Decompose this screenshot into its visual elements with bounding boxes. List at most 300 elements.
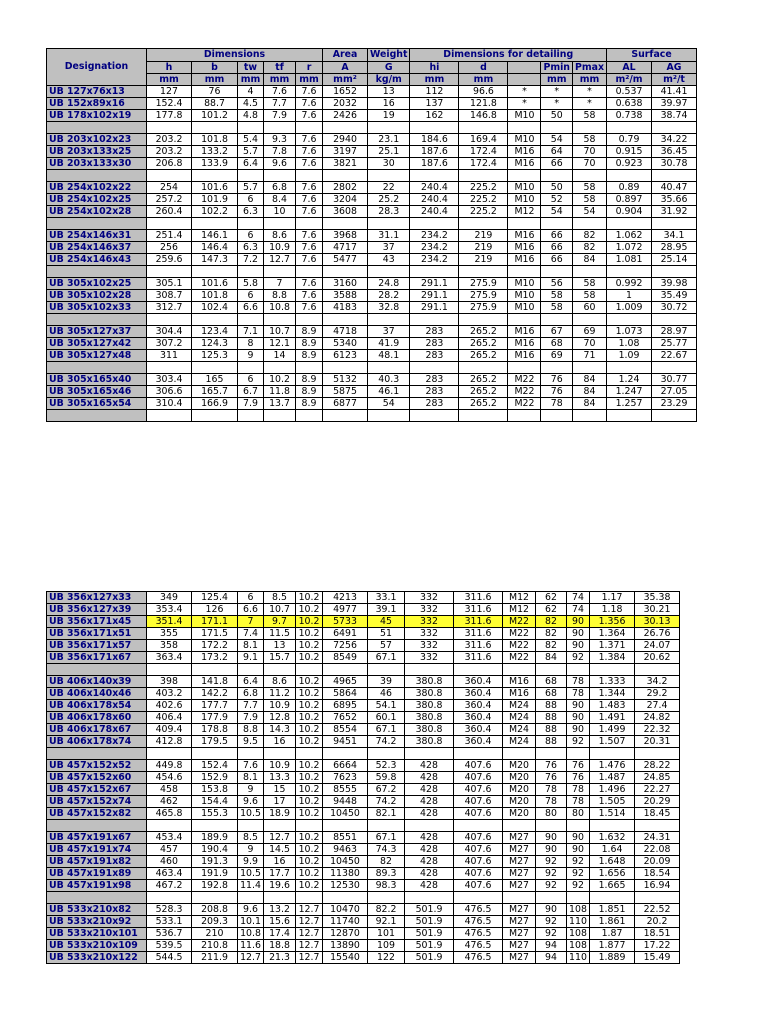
value-cell: 18.54 [635, 868, 680, 880]
value-cell: 25.1 [368, 146, 410, 158]
value-cell: 34.22 [652, 134, 697, 146]
value-cell: 8.9 [296, 398, 323, 410]
value-cell: 533.1 [147, 916, 192, 928]
value-cell: 40.47 [652, 182, 697, 194]
value-cell: 1.257 [607, 398, 652, 410]
value-cell: 7.6 [296, 206, 323, 218]
spacer-cell [454, 748, 503, 760]
value-cell: 6.8 [238, 688, 264, 700]
value-cell: 3588 [323, 290, 368, 302]
value-cell: 501.9 [405, 940, 454, 952]
table-row [47, 86, 697, 98]
table-row [47, 688, 680, 700]
value-cell: 2032 [323, 98, 368, 110]
value-cell: 360.4 [454, 724, 503, 736]
value-cell: 1.483 [590, 700, 635, 712]
value-cell: 16 [368, 98, 410, 110]
spacer-cell [607, 170, 652, 182]
designation-cell: UB 203x133x25 [47, 146, 147, 158]
spacer-cell [590, 664, 635, 676]
spacer-cell [410, 314, 459, 326]
value-cell: 82.2 [368, 904, 405, 916]
spacer-cell [607, 122, 652, 134]
section-table-lower [46, 591, 680, 964]
spacer-cell [296, 266, 323, 278]
value-cell: 39.1 [368, 604, 405, 616]
value-cell: 312.7 [147, 302, 192, 314]
value-cell: 219 [459, 242, 508, 254]
value-cell: 8.6 [264, 676, 296, 688]
value-cell: 3197 [323, 146, 368, 158]
designation-cell: UB 305x127x37 [47, 326, 147, 338]
value-cell: 28.2 [368, 290, 410, 302]
value-cell: 54 [572, 206, 606, 218]
value-cell: 76 [567, 760, 590, 772]
value-cell: 9451 [323, 736, 368, 748]
table-row [47, 386, 697, 398]
value-cell: 69 [541, 350, 573, 362]
value-cell: 29.2 [635, 688, 680, 700]
value-cell: 211.9 [192, 952, 238, 964]
value-cell: 265.2 [459, 398, 508, 410]
value-cell: 4718 [323, 326, 368, 338]
value-cell: 59.8 [368, 772, 405, 784]
value-cell: 101.6 [192, 278, 238, 290]
value-cell: 54 [541, 134, 573, 146]
value-cell: M16 [508, 254, 541, 266]
spacer-cell [238, 266, 264, 278]
value-cell: 10.9 [264, 242, 296, 254]
spacer-cell [47, 362, 147, 374]
value-cell: 10.2 [296, 712, 323, 724]
spacer-cell [192, 218, 238, 230]
spacer-cell [47, 820, 147, 832]
table-row [47, 326, 697, 338]
symbol-cell: d [459, 62, 508, 74]
value-cell: 283 [410, 386, 459, 398]
value-cell: 101 [368, 928, 405, 940]
value-cell: M12 [503, 604, 536, 616]
value-cell: 24.07 [635, 640, 680, 652]
value-cell: 528.3 [147, 904, 192, 916]
value-cell: 476.5 [454, 904, 503, 916]
spacer-cell [238, 892, 264, 904]
value-cell: 58 [572, 134, 606, 146]
value-cell: 12.7 [296, 940, 323, 952]
value-cell: 10.8 [238, 928, 264, 940]
spacer-row [47, 664, 680, 676]
value-cell: 275.9 [459, 302, 508, 314]
value-cell: 62 [536, 592, 567, 604]
spacer-cell [541, 362, 573, 374]
spacer-cell [147, 218, 192, 230]
value-cell: 88 [536, 700, 567, 712]
designation-cell: UB 305x165x46 [47, 386, 147, 398]
value-cell: 66 [541, 254, 573, 266]
value-cell: 92 [536, 868, 567, 880]
value-cell: 177.7 [192, 700, 238, 712]
value-cell: 7.6 [296, 86, 323, 98]
value-cell: 84 [572, 386, 606, 398]
value-cell: 41.41 [652, 86, 697, 98]
spacer-cell [459, 362, 508, 374]
value-cell: 84 [572, 398, 606, 410]
value-cell: M22 [503, 652, 536, 664]
value-cell: 88.7 [192, 98, 238, 110]
value-cell: 501.9 [405, 928, 454, 940]
value-cell: 89.3 [368, 868, 405, 880]
value-cell: 82.1 [368, 808, 405, 820]
spacer-cell [323, 892, 368, 904]
value-cell: 0.89 [607, 182, 652, 194]
spacer-cell [541, 218, 573, 230]
value-cell: 7.6 [296, 134, 323, 146]
value-cell: 31.92 [652, 206, 697, 218]
spacer-cell [192, 820, 238, 832]
value-cell: 9448 [323, 796, 368, 808]
value-cell: 90 [567, 616, 590, 628]
value-cell: 467.2 [147, 880, 192, 892]
spacer-cell [264, 314, 296, 326]
spacer-cell [459, 218, 508, 230]
value-cell: 102.2 [192, 206, 238, 218]
spacer-cell [508, 362, 541, 374]
unit-cell: mm [459, 74, 508, 86]
value-cell: 9.6 [264, 158, 296, 170]
spacer-row [47, 314, 697, 326]
value-cell: 398 [147, 676, 192, 688]
value-cell: 152.9 [192, 772, 238, 784]
value-cell: 7.6 [296, 254, 323, 266]
designation-cell: UB 457x152x67 [47, 784, 147, 796]
spacer-cell [147, 266, 192, 278]
value-cell: 10.2 [296, 832, 323, 844]
designation-cell: UB 254x146x37 [47, 242, 147, 254]
value-cell: 360.4 [454, 676, 503, 688]
value-cell: 291.1 [410, 278, 459, 290]
table-row [47, 628, 680, 640]
value-cell: 10.2 [296, 592, 323, 604]
value-cell: 28.3 [368, 206, 410, 218]
value-cell: 428 [405, 772, 454, 784]
value-cell: 428 [405, 760, 454, 772]
value-cell: 133.2 [192, 146, 238, 158]
value-cell: 10.8 [264, 302, 296, 314]
weight-header: Weight [368, 49, 410, 62]
designation-cell: UB 356x171x57 [47, 640, 147, 652]
designation-cell: UB 533x210x122 [47, 952, 147, 964]
spacer-row [47, 266, 697, 278]
spacer-cell [541, 122, 573, 134]
table-row [47, 146, 697, 158]
value-cell: 76 [192, 86, 238, 98]
value-cell: 94 [536, 952, 567, 964]
value-cell: 225.2 [459, 194, 508, 206]
value-cell: 101.6 [192, 182, 238, 194]
value-cell: 1.24 [607, 374, 652, 386]
value-cell: * [572, 98, 606, 110]
value-cell: 9463 [323, 844, 368, 856]
value-cell: 31.1 [368, 230, 410, 242]
value-cell: M27 [503, 928, 536, 940]
value-cell: 265.2 [459, 374, 508, 386]
value-cell: 12.7 [264, 832, 296, 844]
value-cell: 98.3 [368, 880, 405, 892]
value-cell: M24 [503, 736, 536, 748]
value-cell: M20 [503, 796, 536, 808]
value-cell: 58 [541, 302, 573, 314]
spacer-cell [147, 748, 192, 760]
value-cell: 28.95 [652, 242, 697, 254]
value-cell: 30 [368, 158, 410, 170]
spacer-cell [536, 664, 567, 676]
value-cell: 155.3 [192, 808, 238, 820]
value-cell: 177.9 [192, 712, 238, 724]
value-cell: 12.7 [264, 254, 296, 266]
value-cell: 428 [405, 880, 454, 892]
value-cell: 283 [410, 338, 459, 350]
value-cell: 501.9 [405, 952, 454, 964]
value-cell: M10 [508, 110, 541, 122]
value-cell: 74.3 [368, 844, 405, 856]
value-cell: M10 [508, 278, 541, 290]
table-row [47, 724, 680, 736]
value-cell: 3160 [323, 278, 368, 290]
designation-cell: UB 178x102x19 [47, 110, 147, 122]
value-cell: 501.9 [405, 916, 454, 928]
value-cell: 10470 [323, 904, 368, 916]
value-cell: 12870 [323, 928, 368, 940]
value-cell: 275.9 [459, 278, 508, 290]
value-cell: 10.2 [296, 616, 323, 628]
value-cell: M22 [503, 628, 536, 640]
value-cell: 283 [410, 398, 459, 410]
value-cell: 18.9 [264, 808, 296, 820]
value-cell: 210 [192, 928, 238, 940]
value-cell: 3204 [323, 194, 368, 206]
value-cell: 1.081 [607, 254, 652, 266]
value-cell: 27.05 [652, 386, 697, 398]
value-cell: 78 [567, 676, 590, 688]
value-cell: 92 [536, 916, 567, 928]
value-cell: 6.4 [238, 158, 264, 170]
value-cell: 13.7 [264, 398, 296, 410]
designation-cell: UB 406x178x54 [47, 700, 147, 712]
value-cell: 12.7 [296, 916, 323, 928]
spacer-cell [607, 218, 652, 230]
value-cell: 184.6 [410, 134, 459, 146]
designation-cell: UB 533x210x82 [47, 904, 147, 916]
value-cell: 5132 [323, 374, 368, 386]
spacer-cell [590, 892, 635, 904]
value-cell: 1.384 [590, 652, 635, 664]
value-cell: 90 [567, 700, 590, 712]
table-row [47, 700, 680, 712]
value-cell: 8.6 [264, 230, 296, 242]
value-cell: 11740 [323, 916, 368, 928]
designation-cell: UB 457x191x67 [47, 832, 147, 844]
spacer-cell [323, 362, 368, 374]
dimensions-header: Dimensions [147, 49, 323, 62]
value-cell: 94 [536, 940, 567, 952]
value-cell: 5875 [323, 386, 368, 398]
spacer-cell [503, 748, 536, 760]
spacer-cell [459, 314, 508, 326]
value-cell: 1.877 [590, 940, 635, 952]
value-cell: 109 [368, 940, 405, 952]
value-cell: M10 [508, 194, 541, 206]
value-cell: 92 [536, 880, 567, 892]
value-cell: 10.2 [296, 868, 323, 880]
value-cell: 5.7 [238, 182, 264, 194]
value-cell: 1.487 [590, 772, 635, 784]
table-row [47, 302, 697, 314]
value-cell: 78 [567, 796, 590, 808]
value-cell: 22.32 [635, 724, 680, 736]
value-cell: 428 [405, 808, 454, 820]
value-cell: 16 [264, 736, 296, 748]
spacer-cell [405, 820, 454, 832]
value-cell: 25.14 [652, 254, 697, 266]
value-cell: M27 [503, 856, 536, 868]
symbol-cell: AL [607, 62, 652, 74]
value-cell: 48.1 [368, 350, 410, 362]
value-cell: M24 [503, 700, 536, 712]
spacer-cell [323, 410, 368, 422]
value-cell: 58 [572, 290, 606, 302]
value-cell: 84 [536, 652, 567, 664]
value-cell: 154.4 [192, 796, 238, 808]
unit-cell: mm [296, 74, 323, 86]
value-cell: 8551 [323, 832, 368, 844]
value-cell: 8.9 [296, 374, 323, 386]
value-cell: 9.1 [238, 652, 264, 664]
spacer-cell [238, 218, 264, 230]
value-cell: 4213 [323, 592, 368, 604]
spacer-cell [323, 664, 368, 676]
unit-cell: kg/m [368, 74, 410, 86]
value-cell: 101.2 [192, 110, 238, 122]
upper-table-body [47, 86, 697, 422]
value-cell: 7.6 [296, 146, 323, 158]
spacer-cell [410, 122, 459, 134]
value-cell: 51 [368, 628, 405, 640]
table-row [47, 916, 680, 928]
value-cell: 7623 [323, 772, 368, 784]
value-cell: 74.2 [368, 796, 405, 808]
value-cell: 1.344 [590, 688, 635, 700]
value-cell: 7.7 [264, 98, 296, 110]
value-cell: 35.49 [652, 290, 697, 302]
spacer-cell [296, 664, 323, 676]
spacer-cell [541, 314, 573, 326]
value-cell: 8.5 [238, 832, 264, 844]
value-cell: 82 [572, 242, 606, 254]
value-cell: 1.476 [590, 760, 635, 772]
value-cell: 10.2 [296, 676, 323, 688]
value-cell: 7256 [323, 640, 368, 652]
spacer-cell [147, 820, 192, 832]
value-cell: 407.6 [454, 844, 503, 856]
value-cell: 2426 [323, 110, 368, 122]
spacer-cell [192, 170, 238, 182]
value-cell: 52 [541, 194, 573, 206]
value-cell: 20.2 [635, 916, 680, 928]
value-cell: 68 [536, 688, 567, 700]
value-cell: 0.923 [607, 158, 652, 170]
value-cell: 407.6 [454, 796, 503, 808]
value-cell: 18.51 [635, 928, 680, 940]
value-cell: 146.1 [192, 230, 238, 242]
value-cell: 10.2 [296, 808, 323, 820]
unit-cell: mm² [323, 74, 368, 86]
value-cell: 124.3 [192, 338, 238, 350]
value-cell: M27 [503, 940, 536, 952]
value-cell: 92 [536, 928, 567, 940]
value-cell: 209.3 [192, 916, 238, 928]
value-cell: 80 [567, 808, 590, 820]
spacer-row [47, 410, 697, 422]
value-cell: 1.18 [590, 604, 635, 616]
value-cell: 332 [405, 628, 454, 640]
spacer-cell [47, 170, 147, 182]
value-cell: 363.4 [147, 652, 192, 664]
value-cell: 25.77 [652, 338, 697, 350]
value-cell: 13 [368, 86, 410, 98]
value-cell: 311.6 [454, 604, 503, 616]
spacer-cell [508, 218, 541, 230]
value-cell: 10.2 [296, 736, 323, 748]
value-cell: 12.7 [238, 952, 264, 964]
table-row [47, 374, 697, 386]
designation-cell: UB 406x178x67 [47, 724, 147, 736]
symbol-cell: hi [410, 62, 459, 74]
value-cell: 58 [572, 110, 606, 122]
spacer-cell [567, 892, 590, 904]
value-cell: 74 [567, 592, 590, 604]
value-cell: 88 [536, 724, 567, 736]
value-cell: 7.6 [296, 158, 323, 170]
value-cell: 208.8 [192, 904, 238, 916]
value-cell: 1.851 [590, 904, 635, 916]
spacer-cell [147, 664, 192, 676]
spacer-cell [296, 218, 323, 230]
value-cell: M16 [508, 146, 541, 158]
value-cell: 90 [567, 844, 590, 856]
value-cell: 102.4 [192, 302, 238, 314]
spacer-cell [238, 410, 264, 422]
value-cell: 10.2 [296, 688, 323, 700]
value-cell: 234.2 [410, 230, 459, 242]
value-cell: 20.09 [635, 856, 680, 868]
value-cell: M27 [503, 844, 536, 856]
value-cell: 171.5 [192, 628, 238, 640]
value-cell: 50 [541, 182, 573, 194]
table-row [47, 676, 680, 688]
designation-cell: UB 356x171x45 [47, 616, 147, 628]
value-cell: M24 [503, 712, 536, 724]
value-cell: 219 [459, 230, 508, 242]
value-cell: 67.1 [368, 724, 405, 736]
value-cell: 30.77 [652, 374, 697, 386]
value-cell: 15540 [323, 952, 368, 964]
designation-cell: UB 406x178x60 [47, 712, 147, 724]
value-cell: 57 [368, 640, 405, 652]
value-cell: 39.97 [652, 98, 697, 110]
value-cell: 177.8 [147, 110, 192, 122]
designation-header: Designation [47, 49, 147, 86]
value-cell: M16 [508, 242, 541, 254]
